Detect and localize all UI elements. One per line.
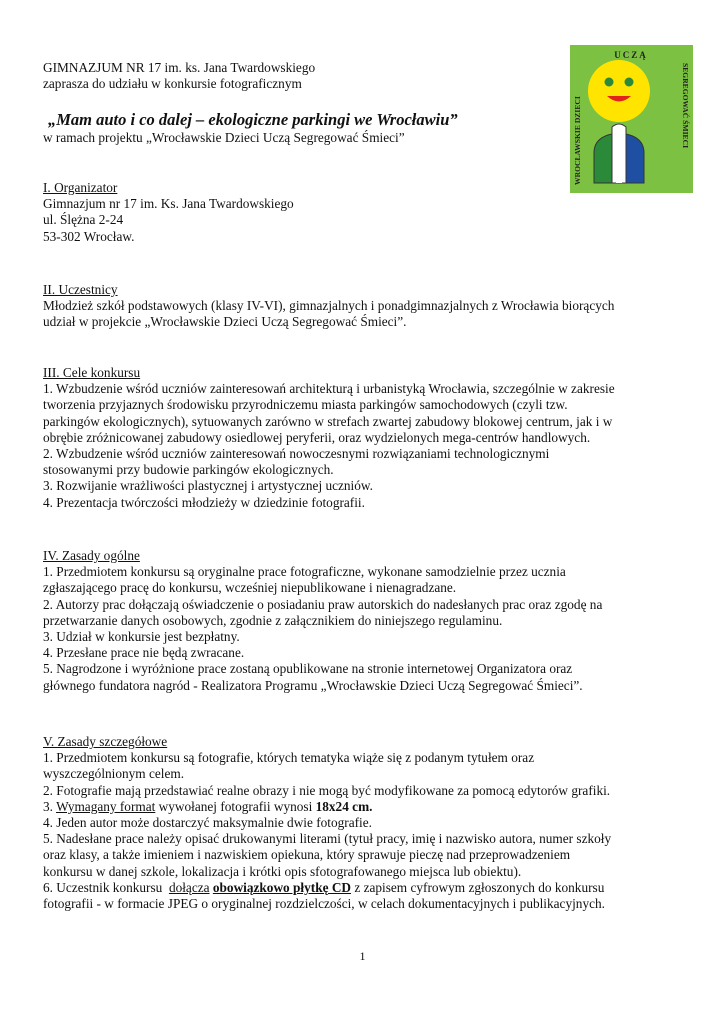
detailed-line: wyszczególnionym celem. (43, 766, 185, 782)
participants-line: udział w projekcie „Wrocławskie Dzieci Uczą Segregować Śmieci”. (43, 314, 407, 330)
logo-right-text: SEGREGOWAĆ ŚMIECI (681, 63, 690, 149)
organizer-line: Gimnazjum nr 17 im. Ks. Jana Twardowskiego (43, 196, 294, 212)
section-participants (43, 282, 683, 331)
school-name: GIMNAZJUM NR 17 im. ks. Jana Twardowskiego (43, 60, 316, 75)
general-line: 1. Przedmiotem konkursu są oryginalne prace fotograficzne, wykonane samodzielnie przez ucznia (43, 564, 566, 580)
participants-line: Młodzież szkół podstawowych (klasy IV-VI), gimnazjalnych i ponadgimnazjalnych z Wrocławia biorących (43, 298, 615, 314)
detailed-line: fotografii - w formacie JPEG o oryginalnej rozdzielczości, w celach dokumentacyjnych i publikacyjnych. (43, 896, 605, 912)
organizer-heading: I. Organizator (43, 180, 118, 195)
detailed-heading: V. Zasady szczegółowe (43, 734, 168, 749)
detailed-line: oraz klasy, a także imieniem i nazwiskiem opiekuna, który sprawuje pieczę nad przeprowadzeniem (43, 847, 571, 863)
detailed-line-cd (43, 880, 683, 896)
general-line: przetwarzanie danych osobowych, zgodnie z załącznikiem do niniejszego regulaminu. (43, 612, 503, 628)
participants-heading: II. Uczestnicy (43, 282, 118, 297)
logo-left-text: WROCŁAWSKIE DZIECI (573, 96, 582, 185)
sun-right-eye (625, 78, 634, 87)
section-general-rules (43, 548, 683, 694)
organizer-line: ul. Ślężna 2-24 (43, 212, 124, 228)
mandatory-cd-text: obowiązkowo płytkę CD (212, 879, 352, 895)
attaches-text: dołącza (168, 879, 210, 895)
goals-line: stosowanymi przy budowie parkingów ekologicznych. (43, 462, 334, 478)
goals-heading: III. Cele konkursu (43, 365, 141, 380)
sun-face-icon (588, 60, 650, 122)
line6-prefix: 6. Uczestnik konkursu (43, 879, 169, 895)
organizer-line: 53-302 Wrocław. (43, 228, 135, 244)
goals-line: 2. Wzbudzenie wśród uczniów zainteresowań nowoczesnymi rozwiązaniami technologicznymi (43, 446, 550, 462)
line6-suffix: z zapisem cyfrowym zgłoszonych do konkursu (351, 879, 605, 895)
required-format-text: Wymagany format (56, 798, 156, 814)
page-number: 1 (359, 949, 366, 963)
goals-line: 4. Prezentacja twórczości młodzieży w dziedzinie fotografii. (43, 494, 365, 510)
general-line: 5. Nagrodzone i wyróżnione prace zostaną opublikowane na stronie internetowej Organizatora oraz (43, 661, 573, 677)
format-size-text: 18x24 cm. (315, 798, 373, 814)
invitation-text: zaprasza do udziału w konkursie fotograficznym (43, 76, 302, 92)
project-logo (570, 45, 693, 193)
detailed-line: konkursu w danej szkole, lokalizacja i krótki opis sfotografowanego miejsca lub obiektu). (43, 863, 522, 879)
goals-line: 1. Wzbudzenie wśród uczniów zainteresowań architekturą i urbanistyką Wrocławia, szczególnie w zakresie (43, 381, 615, 397)
general-line: zgłaszającego pracę do konkursu, wcześniej niepublikowane i nienagradzane. (43, 580, 457, 596)
goals-line: obrębie zróżnicowanej zabudowy osiedlowej peryferii, oraz wydzielonych mega-centrów handlowych. (43, 429, 591, 445)
sun-left-eye (605, 78, 614, 87)
project-line: w ramach projektu „Wrocławskie Dzieci Uczą Segregować Śmieci” (43, 130, 405, 145)
goals-line: 3. Rozwijanie wrażliwości plastycznej i artystycznej uczniów. (43, 478, 373, 494)
general-line: 4. Przesłane prace nie będą zwracane. (43, 645, 245, 661)
logo-top-text: UCZĄ (614, 50, 648, 60)
line3-prefix: 3. (43, 798, 57, 814)
detailed-line: 1. Przedmiotem konkursu są fotografie, których tematyka wiąże się z podanym tytułem oraz (43, 750, 535, 766)
general-line: głównego fundatora nagród - Realizatora Programu „Wrocławskie Dzieci Uczą Segregować Śmieci”. (43, 677, 583, 693)
goals-line: tworzenia przyjaznych środowisku przyrodniczemu miasta parkingów samochodowych (czyli tzw. (43, 397, 568, 413)
contest-title: „Mam auto i co dalej – ekologiczne parkingi we Wrocławiu” (48, 110, 458, 129)
detailed-line-format (43, 799, 683, 815)
general-line: 2. Autorzy prac dołączają oświadczenie o posiadaniu praw autorskich do nadesłanych prac oraz zgodę na (43, 596, 603, 612)
section-goals (43, 365, 683, 511)
detailed-line: 5. Nadesłane prace należy opisać drukowanymi literami (tytuł pracy, imię i nazwisko autora, numer szkoły (43, 831, 612, 847)
section-detailed-rules (43, 734, 683, 912)
general-line: 3. Udział w konkursie jest bezpłatny. (43, 629, 240, 645)
detailed-line: 4. Jeden autor może dostarczyć maksymalnie dwie fotografie. (43, 815, 372, 831)
detailed-line: 2. Fotografie mają przedstawiać realne obrazy i nie mogą być modyfikowane za pomocą edytorów grafiki. (43, 782, 611, 798)
line3-middle: wywołanej fotografii wynosi (155, 798, 316, 814)
section-organizer (43, 180, 683, 245)
general-heading: IV. Zasady ogólne (43, 548, 140, 563)
goals-line: parkingów ekologicznych), sytuowanych zarówno w strefach zwartej zabudowy blokowej centrum, jak i w (43, 413, 613, 429)
